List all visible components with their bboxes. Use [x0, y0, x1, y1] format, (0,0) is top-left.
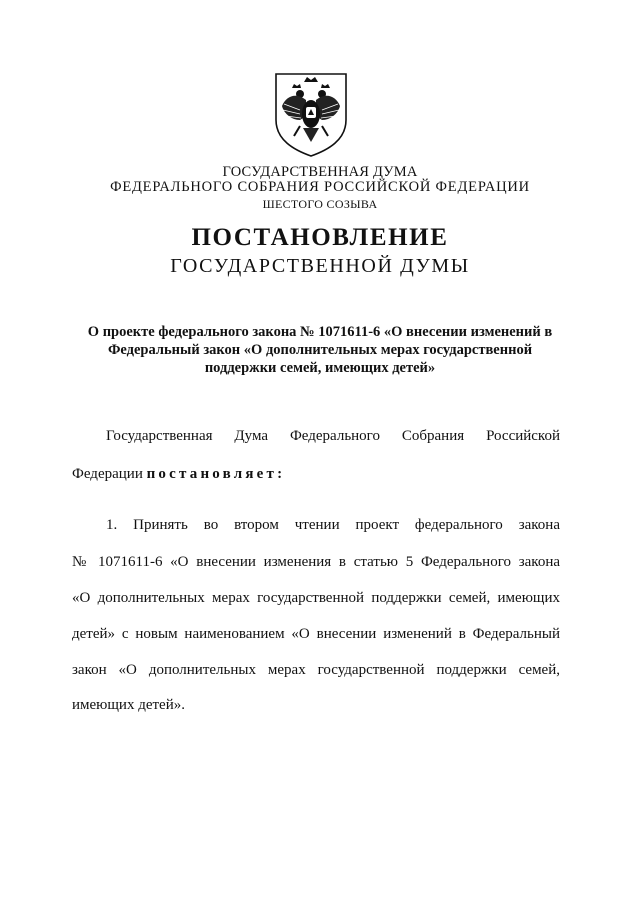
- coat-of-arms-icon: [270, 70, 352, 158]
- intro-prefix: Федерации: [72, 466, 143, 482]
- document-issuer: ГОСУДАРСТВЕННОЙ ДУМЫ: [170, 255, 470, 277]
- parliament-name: ГОСУДАРСТВЕННАЯ ДУМА: [222, 164, 418, 180]
- resolves-word: постановляет:: [146, 466, 286, 482]
- item-line: «О дополнительных мерах государственной поддержки семей, имеющих: [72, 590, 560, 606]
- intro-line: Государственная Дума Федерального Собрания Российской: [106, 428, 560, 444]
- intro-line-resolves: [72, 466, 285, 483]
- item-line: 1. Принять во втором чтении проект федерального закона: [106, 517, 560, 533]
- item-line: имеющих детей».: [72, 697, 185, 713]
- subject-line: О проекте федерального закона № 1071611-6 «О внесении изменений в: [87, 324, 553, 340]
- subject-line: поддержки семей, имеющих детей»: [204, 360, 436, 376]
- item-line: детей» с новым наименованием «О внесении изменений в Федеральный: [72, 626, 560, 642]
- federal-assembly-name: ФЕДЕРАЛЬНОГО СОБРАНИЯ РОССИЙСКОЙ ФЕДЕРАЦИИ: [110, 179, 530, 195]
- document-subject: [60, 323, 580, 377]
- item-line: № 1071611-6 «О внесении изменения в статью 5 Федерального закона: [72, 554, 560, 570]
- item-line: закон «О дополнительных мерах государственной поддержки семей,: [72, 662, 560, 678]
- convocation: ШЕСТОГО СОЗЫВА: [262, 197, 378, 211]
- document-type: ПОСТАНОВЛЕНИЕ: [191, 224, 449, 251]
- subject-line: Федеральный закон «О дополнительных мерах государственной: [107, 342, 533, 358]
